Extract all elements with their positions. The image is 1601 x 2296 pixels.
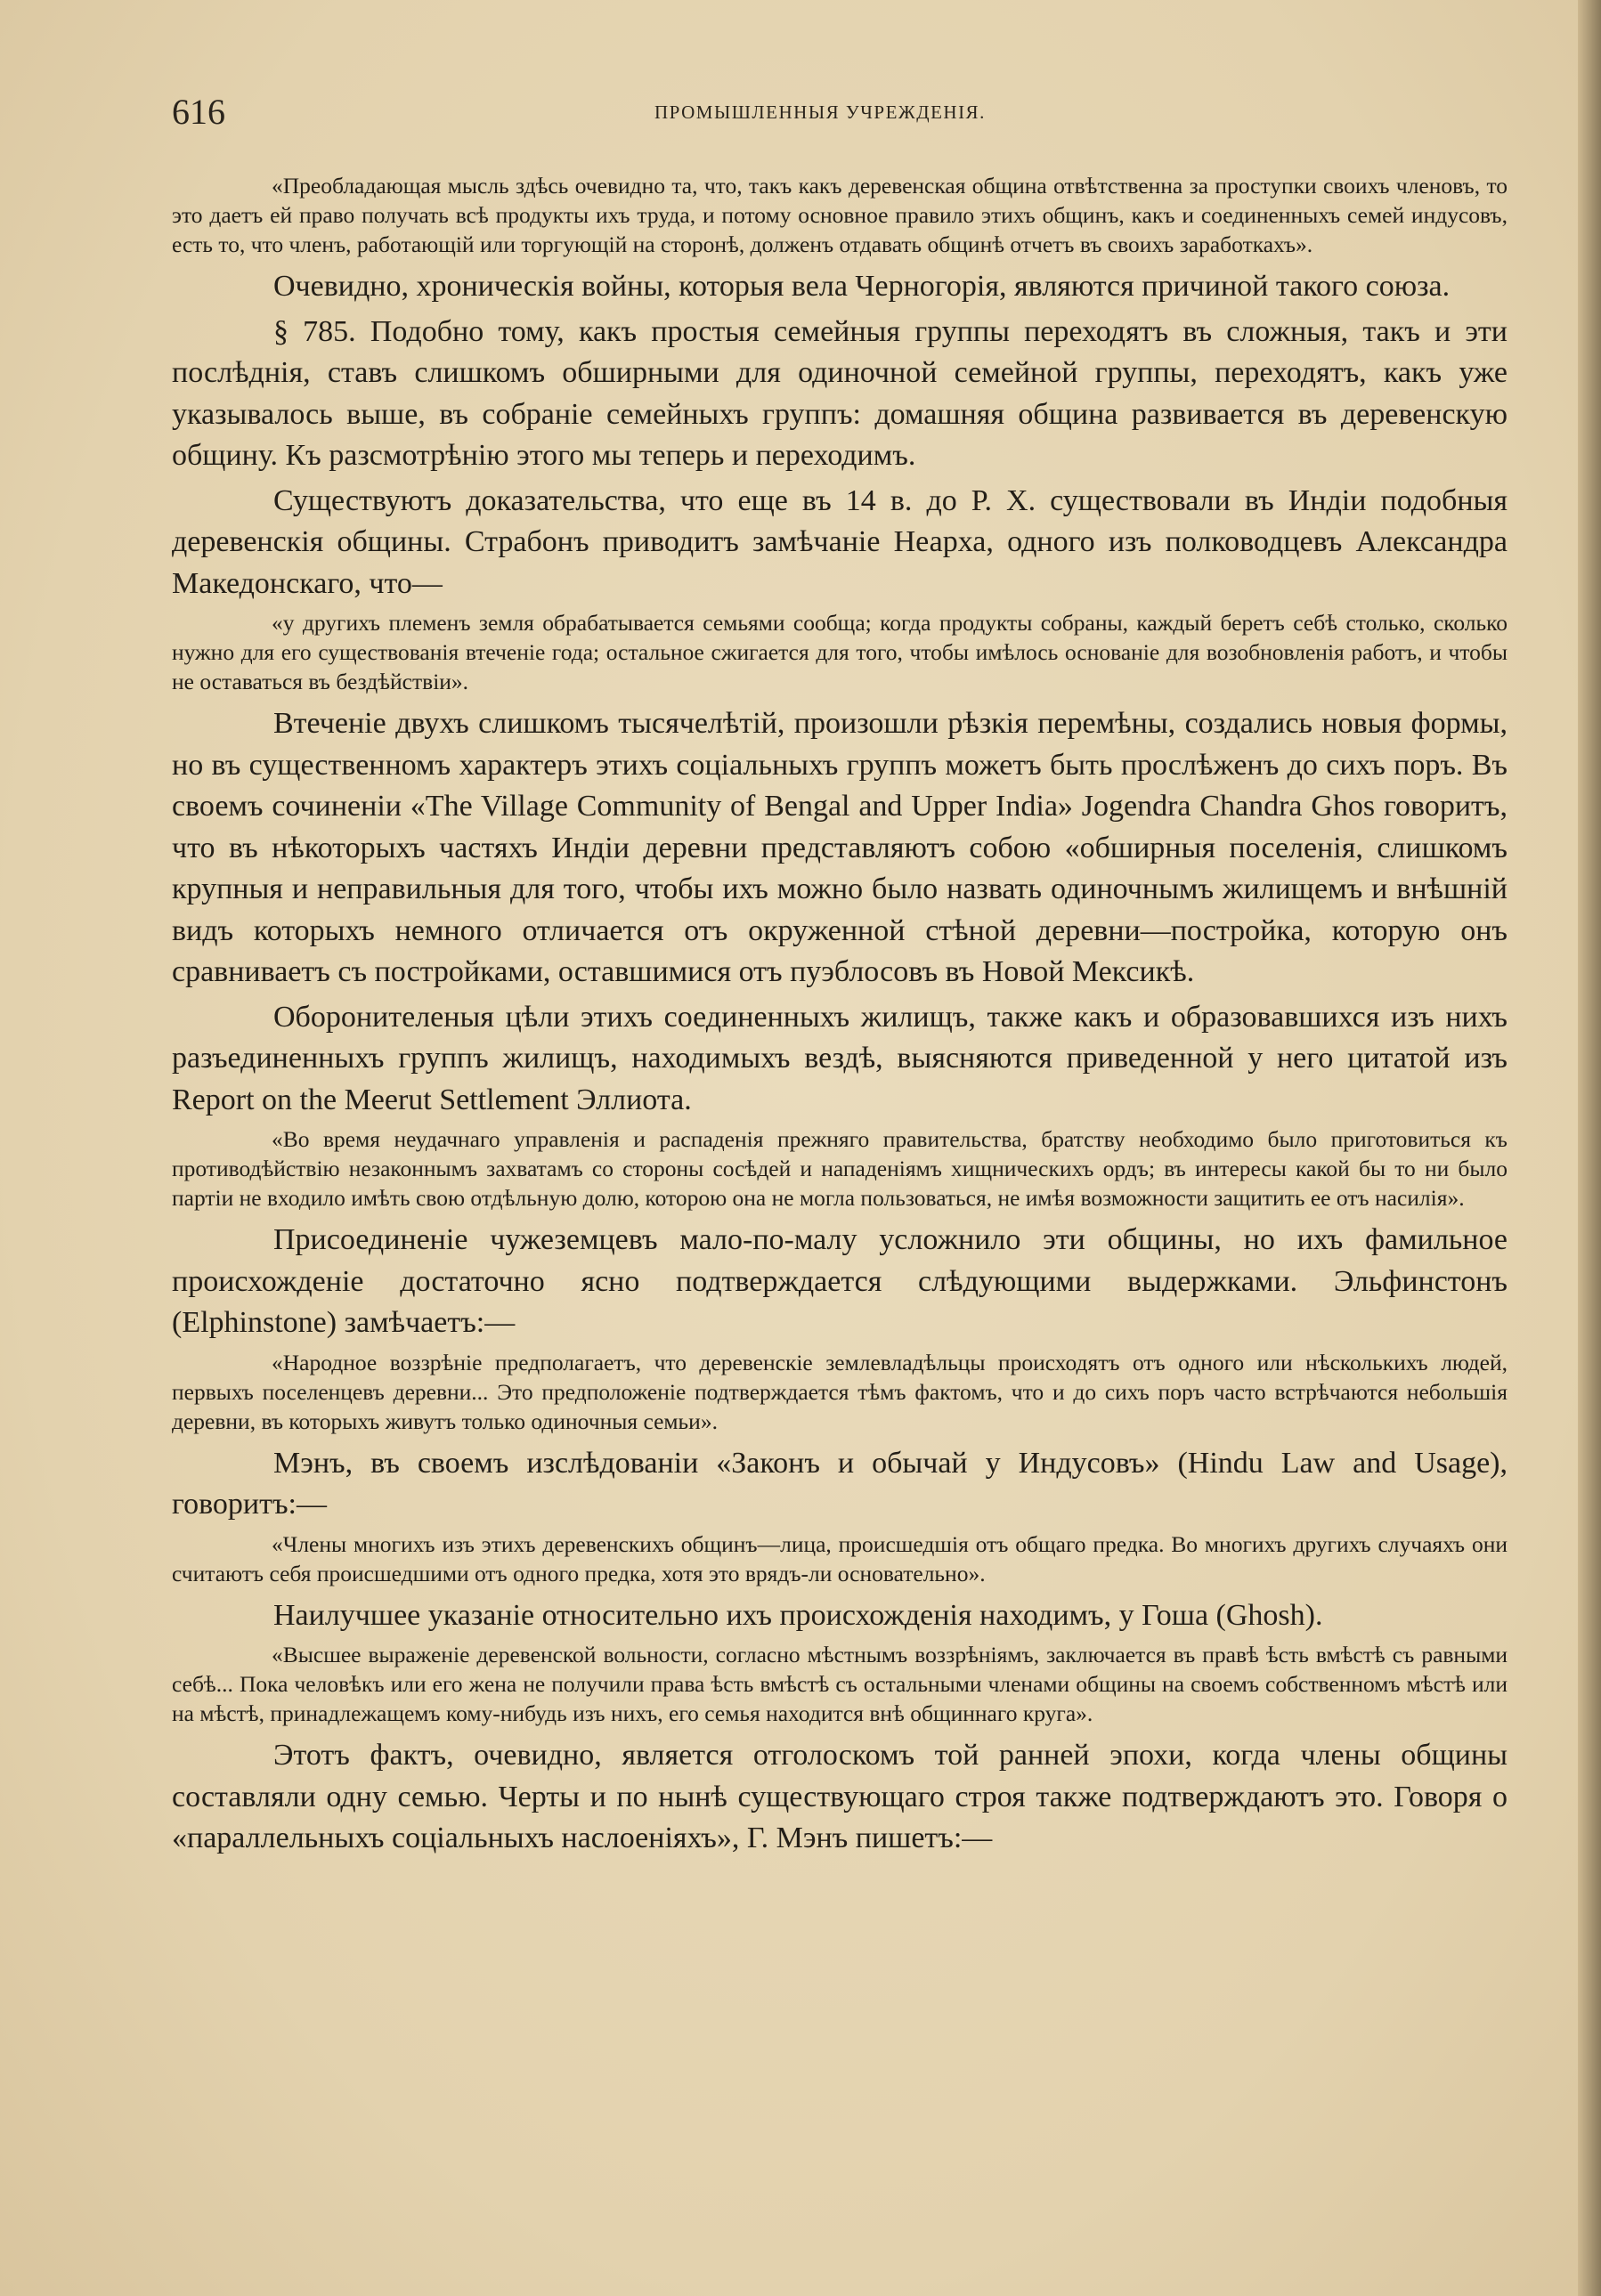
paragraph: Очевидно, хроническія войны, которыя вела Черногорія, являются причиной такого союза. bbox=[273, 270, 1451, 303]
page-edge bbox=[1578, 0, 1601, 2296]
paragraph: Наилучшее указаніе относительно ихъ происхожденія находимъ, у Гоша (Ghosh). bbox=[273, 1598, 1323, 1632]
quote-block: «Преобладающая мысль здѣсь очевидно та, что, такъ какъ деревенская община отвѣтственна за проступки своихъ членовъ, то это даетъ ей право получать всѣ продукты ихъ труда, и потому основное правило этихъ общинъ, какъ и соединенныхъ семей индусовъ, есть то, что членъ, работающій или торгующій на сторонѣ, долженъ отдавать общинѣ отчетъ въ своихъ заработкахъ». bbox=[172, 173, 1508, 257]
paragraph: § 785. Подобно тому, какъ простыя семейныя группы переходятъ въ сложныя, такъ и эти послѣднія, ставъ слишкомъ обширными для одиночной семейной группы, переходятъ, какъ уже указывалось выше, въ собраніе семейныхъ группъ: домашняя община развивается въ деревенскую общину. Къ разсмотрѣнію этого мы теперь и переходимъ. bbox=[172, 314, 1508, 472]
page-number: 616 bbox=[172, 92, 225, 132]
paragraph: Оборонителеныя цѣли этихъ соединенныхъ жилищъ, также какъ и образовавшихся изъ нихъ разъединенныхъ группъ жилищъ, находимыхъ вездѣ, выясняются приведенной у него цитатой изъ Report on the Meerut Settlement Эллиота. bbox=[172, 1000, 1508, 1116]
running-title: ПРОМЫШЛЕННЫЯ УЧРЕЖДЕНІЯ. bbox=[654, 101, 986, 123]
paragraph: Втеченіе двухъ слишкомъ тысячелѣтій, произошли рѣзкія перемѣны, создались новыя формы, но въ существенномъ характеръ этихъ соціальныхъ группъ можетъ быть прослѣженъ до сихъ поръ. Въ своемъ сочиненіи «The Village Community of Bengal and Upper India» Jogendra Chandra Ghos говоритъ, что въ нѣкоторыхъ частяхъ Индіи деревни представляютъ собою «обширныя поселенія, слишкомъ крупныя и неправильныя для того, чтобы ихъ можно было назвать одиночнымъ жилищемъ и внѣшній видъ которыхъ немного отличается отъ окруженной стѣной деревни—постройка, которую онъ сравниваетъ съ постройками, оставшимися отъ пуэблосовъ въ Новой Мексикѣ. bbox=[172, 707, 1508, 988]
paragraph: Мэнъ, въ своемъ изслѣдованіи «Законъ и обычай у Индусовъ» (Hindu Law and Usage), говоритъ:— bbox=[172, 1446, 1508, 1521]
quote-block: «у другихъ племенъ земля обрабатывается семьями сообща; когда продукты собраны, каждый беретъ себѣ столько, сколько нужно для его существованія втеченіе года; остальное сжигается для того, чтобы имѣлось основаніе для возобновленія работъ, и чтобы не оставаться въ бездѣйствіи». bbox=[172, 610, 1508, 694]
page-header bbox=[172, 89, 1508, 142]
paragraph: Существуютъ доказательства, что еще въ 14 в. до Р. Х. существовали въ Индіи подобныя деревенскія общины. Страбонъ приводитъ замѣчаніе Неарха, одного изъ полководцевъ Александра Македонскаго, что— bbox=[172, 483, 1508, 600]
paragraph: Этотъ фактъ, очевидно, является отголоскомъ той ранней эпохи, когда члены общины составляли одну семью. Черты и по нынѣ существующаго строя также подтверждаютъ это. Говоря о «параллельныхъ соціальныхъ наслоеніяхъ», Г. Мэнъ пишетъ:— bbox=[172, 1739, 1508, 1854]
quote-block: «Народное воззрѣніе предполагаетъ, что деревенскіе землевладѣльцы происходятъ отъ одного или нѣсколькихъ людей, первыхъ поселенцевъ деревни... Это предположеніе подтверждается тѣмъ фактомъ, что и до сихъ поръ часто встрѣчаются небольшія деревни, въ которыхъ живутъ только одиночныя семьи». bbox=[172, 1349, 1508, 1434]
quote-block: «Высшее выраженіе деревенской вольности, согласно мѣстнымъ воззрѣніямъ, заключается въ правѣ ѣсть вмѣстѣ съ равными себѣ... Пока человѣкъ или его жена не получили права ѣсть вмѣстѣ съ остальными членами общины на своемъ собственномъ мѣстѣ или на мѣстѣ, принадлежащемъ кому-нибудь изъ нихъ, его семья находится внѣ общиннаго круга». bbox=[172, 1642, 1508, 1726]
paragraph: Присоединеніе чужеземцевъ мало-по-малу усложнило эти общины, но ихъ фамильное происхожденіе достаточно ясно подтверждается слѣдующими выдержками. Эльфинстонъ (Elphinstone) замѣчаетъ:— bbox=[172, 1223, 1508, 1339]
quote-block: «Во время неудачнаго управленія и распаденія прежняго правительства, братству необходимо было приготовиться къ противодѣйствію незаконнымъ захватамъ со стороны сосѣдей и нападеніямъ хищническихъ ордъ; въ интересы какой бы то ни было партіи не входило имѣть свою отдѣльную долю, которою она не могла пользоваться, не имѣя возможности защитить ее отъ насилія». bbox=[172, 1126, 1508, 1211]
body-text bbox=[172, 169, 1508, 1863]
quote-block: «Члены многихъ изъ этихъ деревенскихъ общинъ—лица, происшедшія отъ общаго предка. Во многихъ другихъ случаяхъ они считаютъ себя происшедшими отъ одного предка, хотя это врядъ-ли основательно». bbox=[172, 1530, 1508, 1586]
